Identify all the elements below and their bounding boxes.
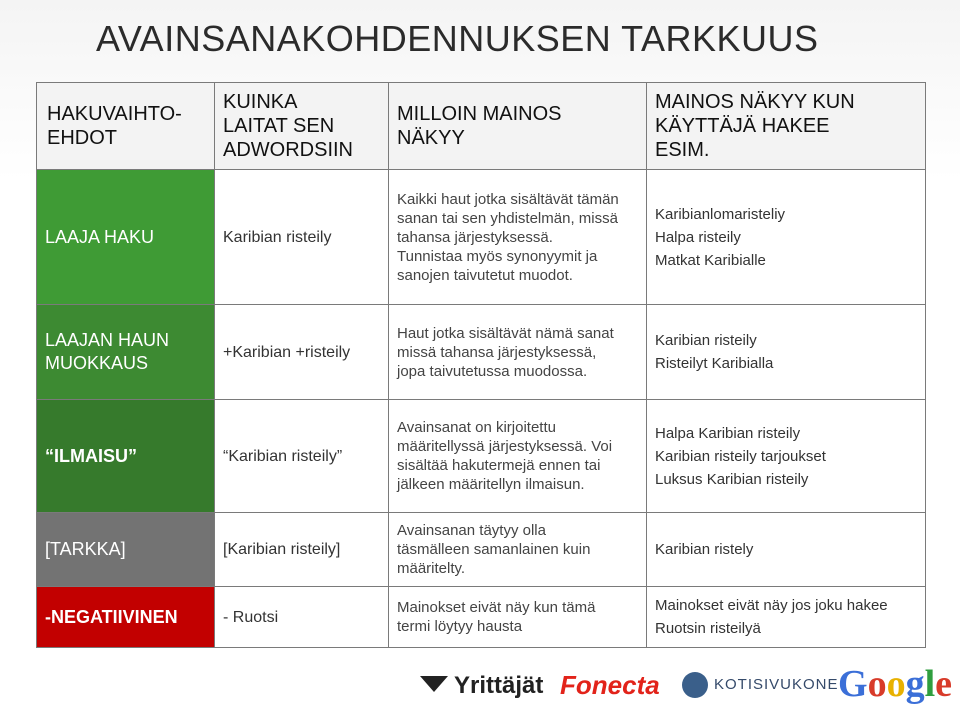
example-cell: Karibianlomaristeliy Halpa risteily Matkat Karibialle [647, 170, 926, 305]
how-to-add-cell: Karibian risteily [215, 170, 389, 305]
globe-icon [682, 672, 708, 698]
table-row [37, 170, 926, 305]
when-shown-cell: Haut jotka sisältävät nämä sanat missä tahansa järjestyksessä, jopa taivutetussa muodossa. [389, 305, 647, 400]
when-shown-cell: Avainsanan täytyy olla täsmälleen samanlainen kuin määritelty. [389, 513, 647, 587]
match-type-label: -NEGATIIVINEN [37, 587, 215, 648]
how-to-add-cell: - Ruotsi [215, 587, 389, 648]
match-type-label: “ILMAISU” [37, 400, 215, 513]
partner-logos [420, 660, 960, 720]
how-to-add-cell: [Karibian risteily] [215, 513, 389, 587]
google-logo: Google [838, 663, 952, 705]
when-shown-cell: Kaikki haut jotka sisältävät tämän sanan tai sen yhdistelmän, missä tahansa järjestyksessä. Tunnistaa myös synonyymit ja sanojen taivutetut muodot. [389, 170, 647, 305]
triangle-icon [420, 676, 448, 692]
keyword-match-table [36, 82, 926, 648]
match-type-label: LAAJAN HAUN MUOKKAUS [37, 305, 215, 400]
when-shown-cell: Mainokset eivät näy kun tämä termi löytyy hausta [389, 587, 647, 648]
how-to-add-cell: “Karibian risteily” [215, 400, 389, 513]
header-example-searches: MAINOS NÄKYY KUN KÄYTTÄJÄ HAKEE ESIM. [647, 83, 926, 170]
table-row [37, 305, 926, 400]
header-how-to-add: KUINKA LAITAT SEN ADWORDSIIN [215, 83, 389, 170]
table-row [37, 513, 926, 587]
yrittajat-logo: Yrittäjät [420, 672, 543, 700]
example-cell: Halpa Karibian risteily Karibian risteily tarjoukset Luksus Karibian risteily [647, 400, 926, 513]
fonecta-logo: Fonecta [560, 670, 660, 700]
how-to-add-cell: +Karibian +risteily [215, 305, 389, 400]
match-type-label: [TARKKA] [37, 513, 215, 587]
header-match-type: HAKUVAIHTO- EHDOT [37, 83, 215, 170]
slide-title: AVAINSANAKOHDENNUKSEN TARKKUUS [96, 18, 819, 59]
example-cell: Karibian ristely [647, 513, 926, 587]
when-shown-cell: Avainsanat on kirjoitettu määritellyssä järjestyksessä. Voi sisältää hakutermejä ennen tai jälkeen määritellyn ilmaisun. [389, 400, 647, 513]
table-row [37, 400, 926, 513]
table-header-row [37, 83, 926, 170]
example-cell: Mainokset eivät näy jos joku hakee Ruotsin risteilyä [647, 587, 926, 648]
kotisivukone-logo: KOTISIVUKONE [682, 672, 839, 698]
header-when-shown: MILLOIN MAINOS NÄKYY [389, 83, 647, 170]
example-cell: Karibian risteily Risteilyt Karibialla [647, 305, 926, 400]
match-type-label: LAAJA HAKU [37, 170, 215, 305]
table-row [37, 587, 926, 648]
